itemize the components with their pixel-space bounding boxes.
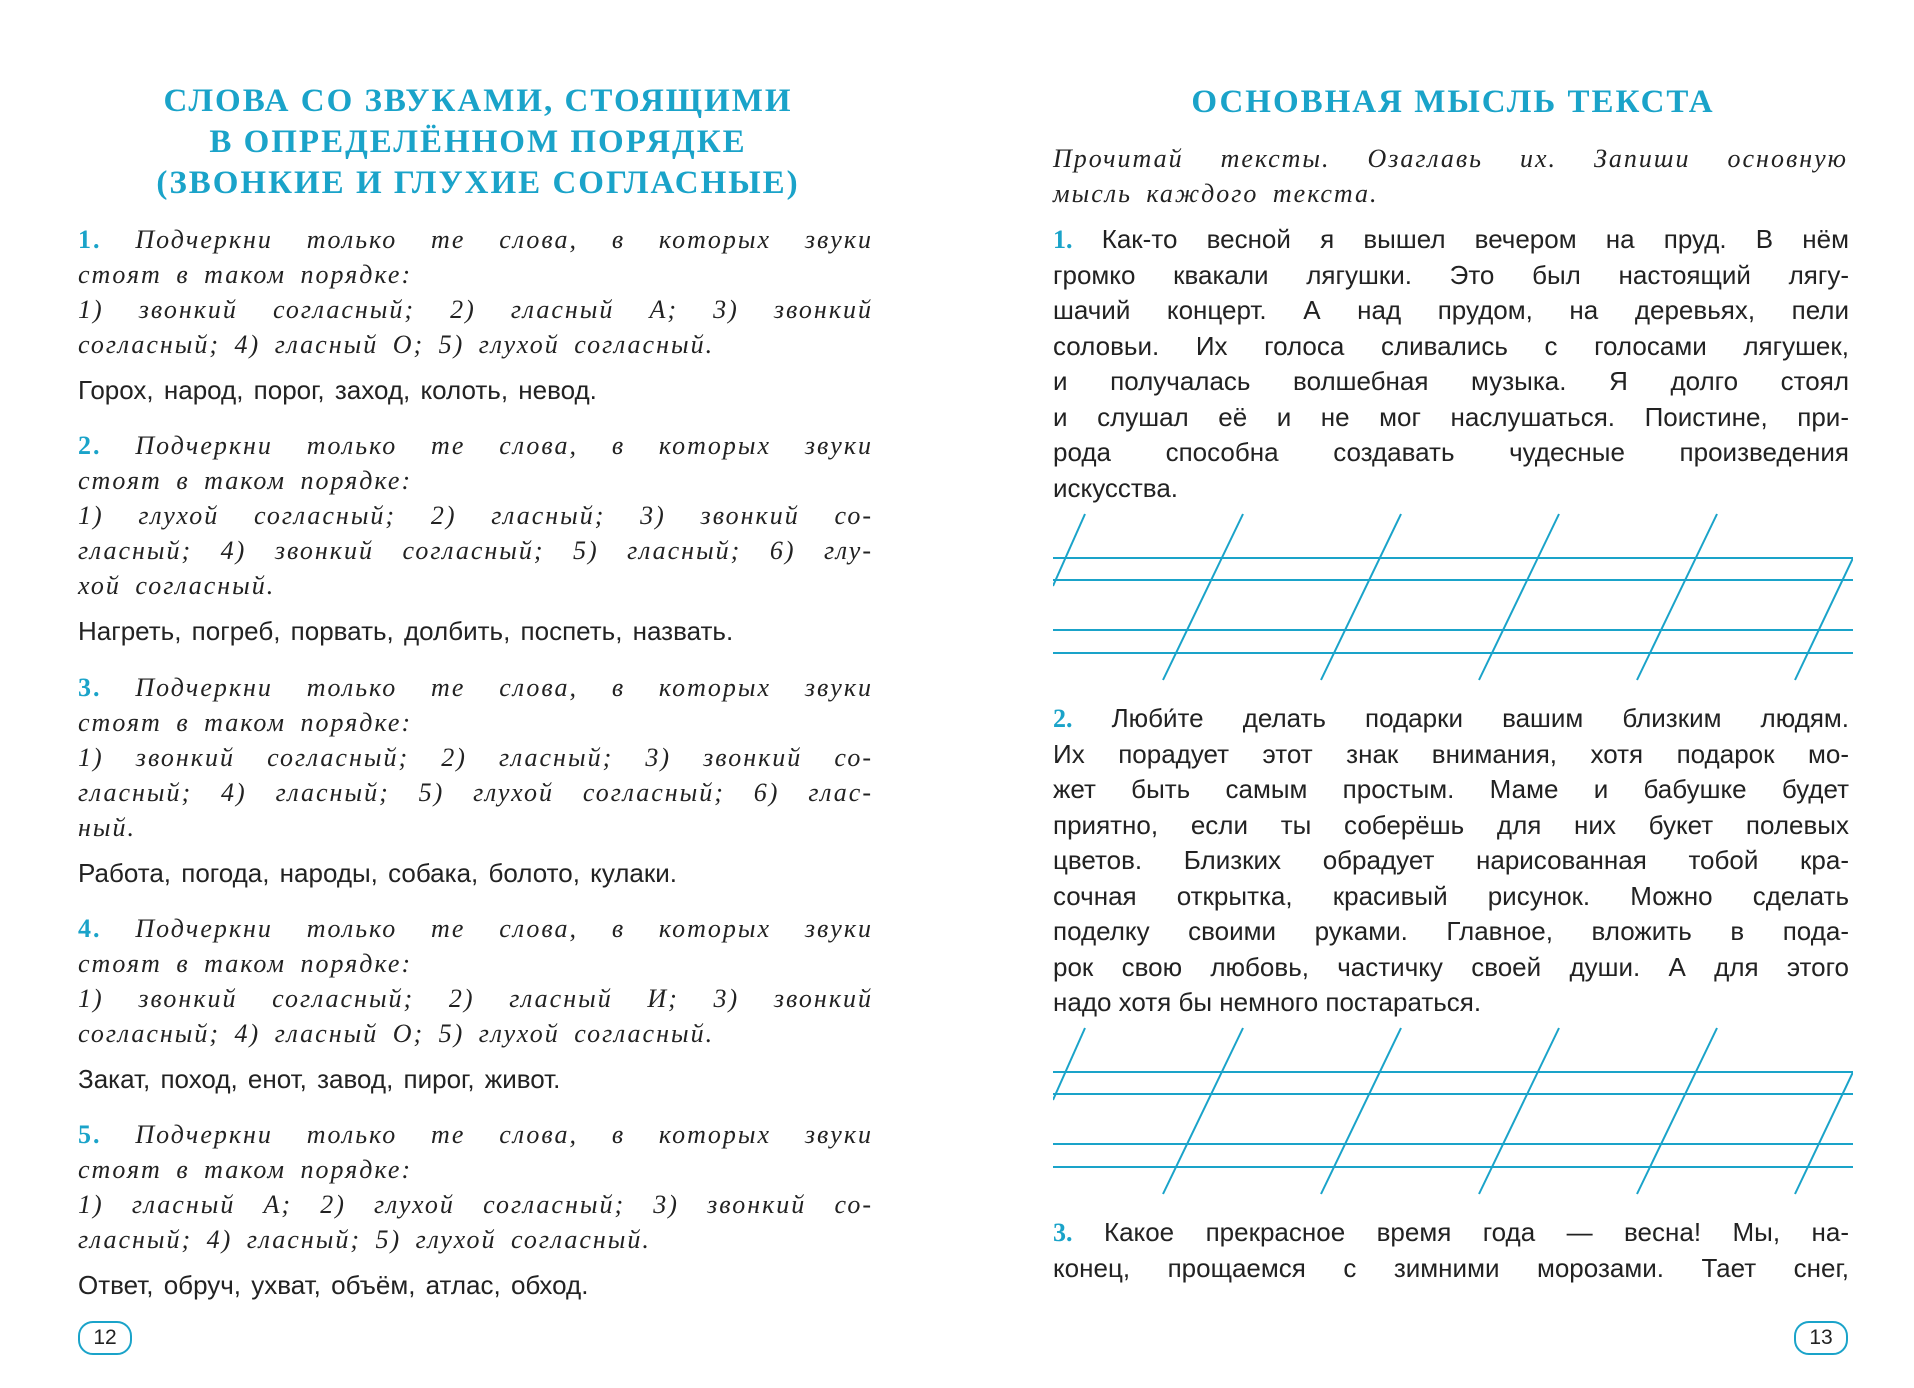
text-number: 1. [1053, 225, 1073, 254]
task-number: 4. [78, 914, 102, 943]
word-list: Закат, поход, енот, завод, пирог, живот. [78, 1064, 561, 1094]
task-instruction: 2. Подчеркни только те слова, в которых звуки стоят в таком порядке: 1) глухой согласный; 2) гласный; 3) звонкий со- гласный; 4) звонкий согласный; 5) гласный; 6) глу- хой согласный. [78, 431, 873, 600]
task-instruction: 5. Подчеркни только те слова, в которых звуки стоят в таком порядке: 1) гласный А; 2) глухой согласный; 3) звонкий со- гласный; 4) гласный; 5) глухой согласный. [78, 1120, 873, 1254]
title-line: В ОПРЕДЕЛЁННОМ ПОРЯДКЕ [209, 124, 747, 160]
task-number: 3. [78, 673, 102, 702]
task-number: 1. [78, 225, 102, 254]
task-5 [78, 1117, 873, 1303]
text-number: 2. [1053, 704, 1073, 733]
text-1: 1. Как-то весной я вышел вечером на пруд. В нём громко квакали лягушки. Это был настоящий лягу- шачий концерт. А над прудом, на деревьях, пели соловьи. Их голоса сливались с голосами лягушек, и получалась волшебная музыка. Я долго стоял и слушал её и не мог наслушаться. Поистине, при- рода способна создавать чудесные произведения искусства. [1053, 224, 1849, 503]
task-4 [78, 911, 873, 1097]
word-list: Горох, народ, порог, заход, колоть, невод. [78, 375, 597, 405]
word-list: Нагреть, погреб, порвать, долбить, поспеть, назвать. [78, 616, 734, 646]
task-instruction: 1. Подчеркни только те слова, в которых звуки стоят в таком порядке: 1) звонкий согласный; 2) гласный А; 3) звонкий согласный; 4) гласный О; 5) глухой согласный. [78, 225, 873, 359]
task-number: 2. [78, 431, 102, 460]
title-line: (ЗВОНКИЕ И ГЛУХИЕ СОГЛАСНЫЕ) [156, 165, 800, 201]
task-1 [78, 222, 873, 408]
right-page [957, 0, 1914, 1388]
writing-lines[interactable] [1053, 512, 1853, 682]
task-instruction: 4. Подчеркни только те слова, в которых звуки стоят в таком порядке: 1) звонкий согласный; 2) гласный И; 3) звонкий согласный; 4) гласный О; 5) глухой согласный. [78, 914, 873, 1048]
task-3 [78, 670, 873, 891]
word-list: Работа, погода, народы, собака, болото, кулаки. [78, 858, 677, 888]
title-line: СЛОВА СО ЗВУКАМИ, СТОЯЩИМИ [163, 83, 793, 119]
page-number: 12 [78, 1321, 132, 1355]
text-number: 3. [1053, 1218, 1073, 1247]
word-list: Ответ, обруч, ухват, объём, атлас, обход. [78, 1270, 589, 1300]
writing-lines[interactable] [1053, 1026, 1853, 1196]
task-2 [78, 428, 873, 649]
task-number: 5. [78, 1120, 102, 1149]
text-2: 2. Люби́те делать подарки вашим близким людям. Их порадует этот знак внимания, хотя подарок мо- жет быть самым простым. Маме и бабушке будет приятно, если ты соберёшь для них букет полевых цветов. Близких обрадует нарисованная тобой кра- сочная открытка, красивый рисунок. Можно сделать поделку своими руками. Главное, вложить в пода- рок свою любовь, частичку своей души. А для этого надо хотя бы немного постараться. [1053, 703, 1849, 1017]
right-page-title: ОСНОВНАЯ МЫСЛЬ ТЕКСТА [1191, 84, 1715, 120]
intro-instruction: Прочитай тексты. Озаглавь их. Запиши основную мысль каждого текста. [1053, 144, 1848, 208]
left-page-title [80, 81, 876, 204]
text-3: 3. Какое прекрасное время года — весна! Мы, на- конец, прощаемся с зимними морозами. Тает снег, [1053, 1217, 1849, 1283]
page-number: 13 [1794, 1321, 1848, 1355]
task-instruction: 3. Подчеркни только те слова, в которых звуки стоят в таком порядке: 1) звонкий согласный; 2) гласный; 3) звонкий со- гласный; 4) гласный; 5) глухой согласный; 6) глас- ный. [78, 673, 873, 842]
